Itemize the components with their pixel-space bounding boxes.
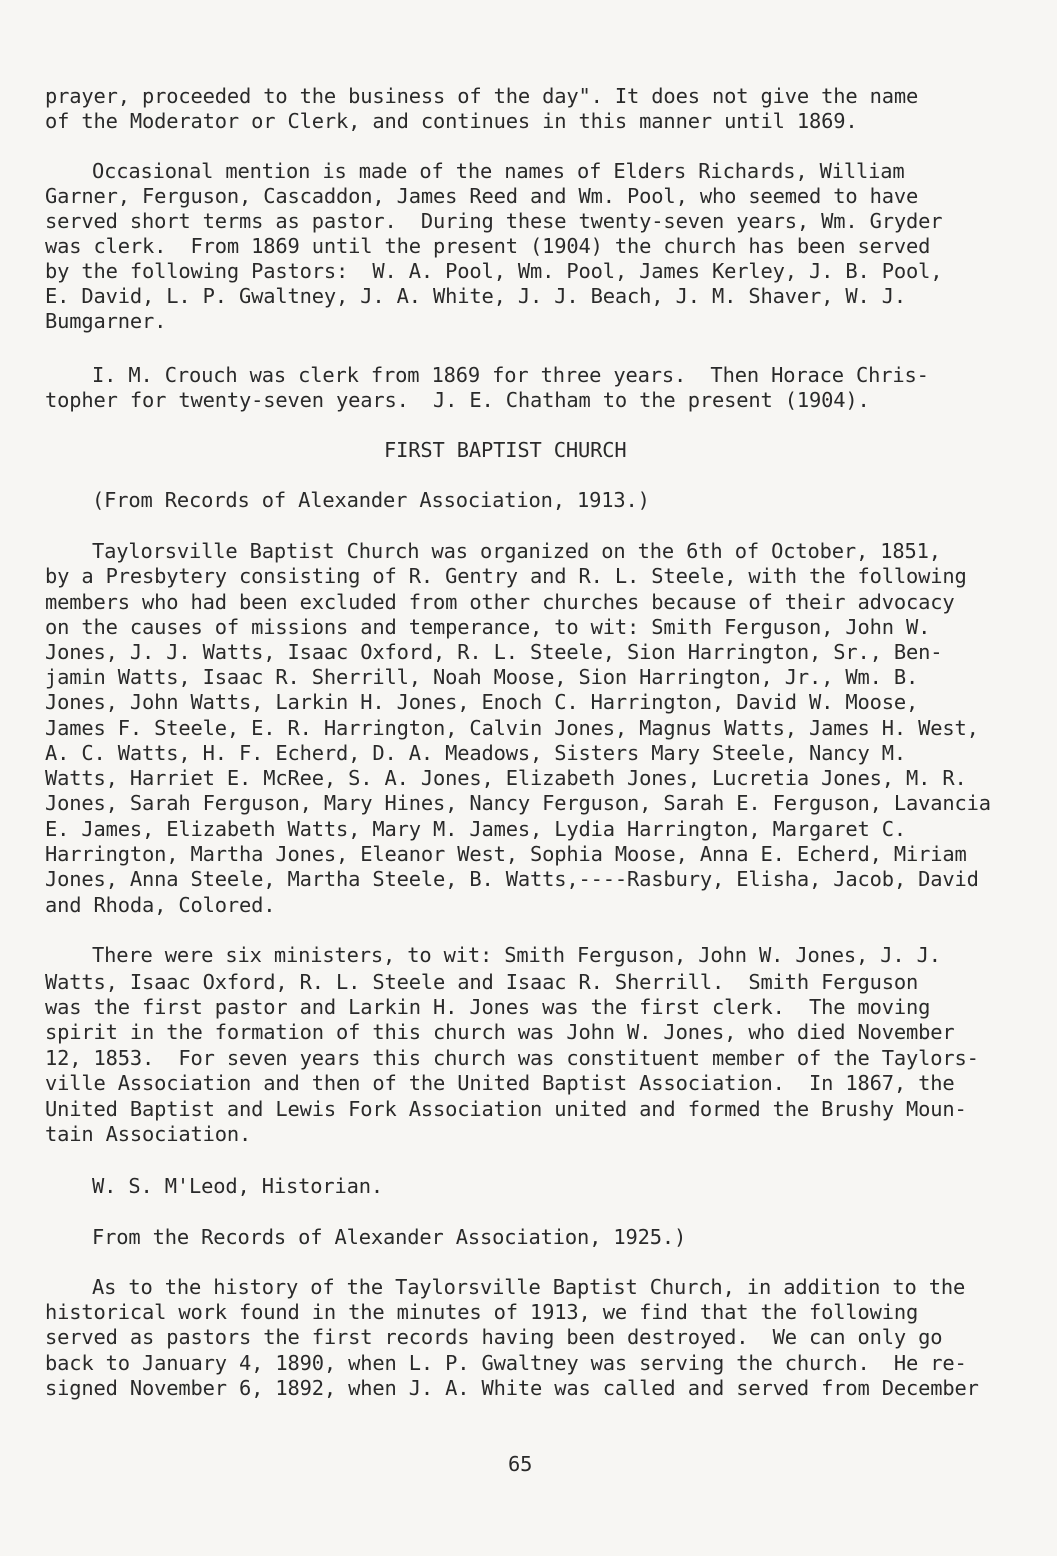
text-line: back to January 4, 1890, when L. P. Gwaltney was serving the church. He re- (45, 1351, 967, 1375)
text-line: served short terms as pastor. During these twenty-seven years, Wm. Gryder (45, 209, 943, 233)
text-line: There were six ministers, to wit: Smith Ferguson, John W. Jones, J. J. (92, 943, 941, 967)
text-line: Jones, J. J. Watts, Isaac Oxford, R. L. Steele, Sion Harrington, Sr., Ben- (45, 640, 943, 664)
text-line: jamin Watts, Isaac R. Sherrill, Noah Moose, Sion Harrington, Jr., Wm. B. (45, 665, 919, 689)
text-line: United Baptist and Lewis Fork Association united and formed the Brushy Moun- (45, 1097, 967, 1121)
text-line: James F. Steele, E. R. Harrington, Calvin Jones, Magnus Watts, James H. West, (45, 716, 979, 740)
text-line: Jones, Anna Steele, Martha Steele, B. Watts,----Rasbury, Elisha, Jacob, David (45, 867, 979, 891)
text-line: (From Records of Alexander Association, 1913.) (92, 488, 650, 512)
text-line: of the Moderator or Clerk, and continues in this manner until 1869. (45, 109, 858, 133)
text-line: As to the history of the Taylorsville Baptist Church, in addition to the (92, 1275, 966, 1299)
text-line: signed November 6, 1892, when J. A. White was called and served from December (45, 1376, 979, 1400)
text-line: was the first pastor and Larkin H. Jones was the first clerk. The moving (45, 995, 931, 1019)
text-line: and Rhoda, Colored. (45, 893, 276, 917)
text-line: topher for twenty-seven years. J. E. Chatham to the present (1904). (45, 388, 870, 412)
text-line: tain Association. (45, 1122, 252, 1146)
text-line: prayer, proceeded to the business of the day". It does not give the name (45, 84, 919, 108)
text-line: served as pastors the first records having been destroyed. We can only go (45, 1325, 943, 1349)
text-line: Jones, Sarah Ferguson, Mary Hines, Nancy Ferguson, Sarah E. Ferguson, Lavancia (45, 791, 991, 815)
text-line: by the following Pastors: W. A. Pool, Wm. Pool, James Kerley, J. B. Pool, (45, 259, 943, 283)
text-line: I. M. Crouch was clerk from 1869 for three years. Then Horace Chris- (92, 363, 929, 387)
text-line: Taylorsville Baptist Church was organized on the 6th of October, 1851, (92, 539, 941, 563)
text-line: Harrington, Martha Jones, Eleanor West, Sophia Moose, Anna E. Echerd, Miriam (45, 842, 967, 866)
text-line: Bumgarner. (45, 309, 167, 333)
section-heading: FIRST BAPTIST CHURCH (384, 438, 627, 462)
text-line: Watts, Isaac Oxford, R. L. Steele and Isaac R. Sherrill. Smith Ferguson (45, 970, 919, 994)
text-line: was clerk. From 1869 until the present (1904) the church has been served (45, 234, 931, 258)
text-line: historical work found in the minutes of 1913, we find that the following (45, 1300, 919, 1324)
text-line: on the causes of missions and temperance, to wit: Smith Ferguson, John W. (45, 615, 931, 639)
text-line: E. David, L. P. Gwaltney, J. A. White, J. J. Beach, J. M. Shaver, W. J. (45, 284, 906, 308)
text-line: A. C. Watts, H. F. Echerd, D. A. Meadows, Sisters Mary Steele, Nancy M. (45, 741, 906, 765)
text-line: Occasional mention is made of the names of Elders Richards, William (92, 159, 905, 183)
text-line: From the Records of Alexander Association, 1925.) (92, 1225, 687, 1249)
text-line: members who had been excluded from other churches because of their advocacy (45, 590, 955, 614)
text-line: Garner, Ferguson, Cascaddon, James Reed and Wm. Pool, who seemed to have (45, 184, 919, 208)
text-line: spirit in the formation of this church was John W. Jones, who died November (45, 1020, 955, 1044)
text-line: ville Association and then of the United Baptist Association. In 1867, the (45, 1071, 955, 1095)
text-line: 12, 1853. For seven years this church was constituent member of the Taylors- (45, 1046, 979, 1070)
signature-line: W. S. M'Leod, Historian. (92, 1174, 384, 1198)
page-number: 65 (508, 1452, 533, 1476)
text-line: Watts, Harriet E. McRee, S. A. Jones, Elizabeth Jones, Lucretia Jones, M. R. (45, 766, 967, 790)
text-line: Jones, John Watts, Larkin H. Jones, Enoch C. Harrington, David W. Moose, (45, 690, 919, 714)
text-line: E. James, Elizabeth Watts, Mary M. James, Lydia Harrington, Margaret C. (45, 817, 906, 841)
text-line: by a Presbytery consisting of R. Gentry and R. L. Steele, with the following (45, 564, 967, 588)
